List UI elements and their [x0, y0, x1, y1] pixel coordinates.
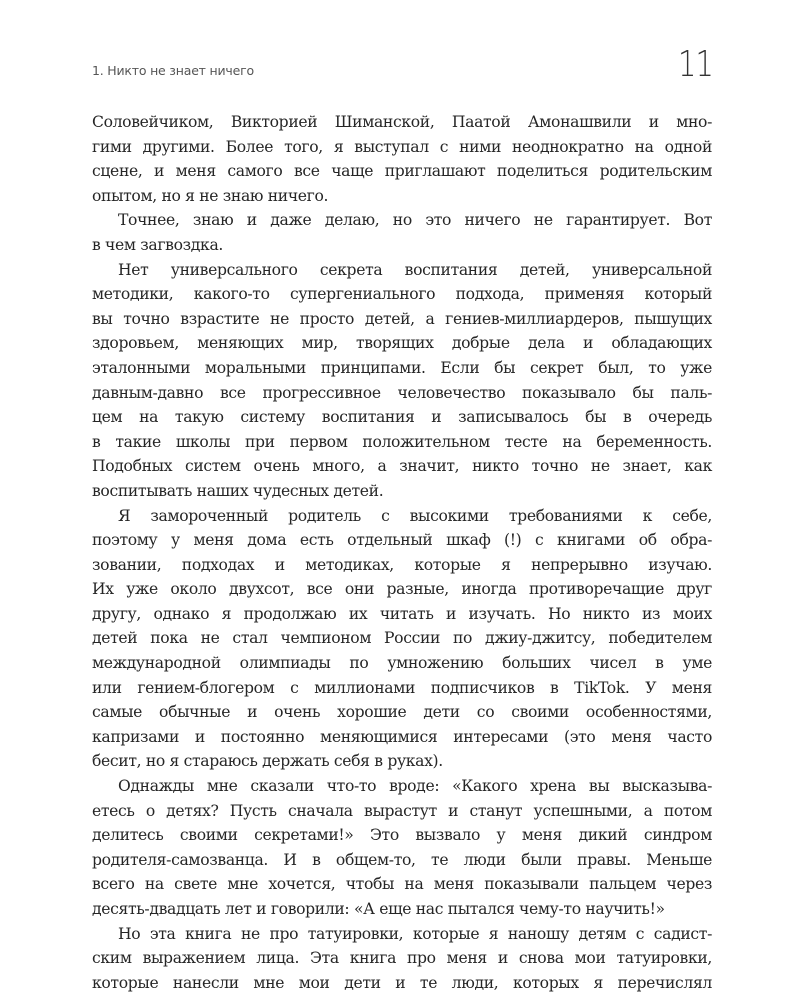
text-line: Подобных систем очень много, а значит, никто точно не знает, как: [92, 457, 712, 476]
text-line: Соловейчиком, Викторией Шиманской, Паатой Амонашвили и мно-: [92, 113, 712, 131]
text-line: бесит, но я стараюсь держать себя в руках).: [92, 752, 443, 771]
text-line: методики, какого-то супергениального подхода, применяя который: [92, 285, 712, 304]
paragraph: [92, 922, 712, 996]
text-line: родителя-самозванца. И в общем-то, те люди были правы. Меньше: [92, 850, 712, 869]
text-line: воспитывать наших чудесных детей.: [92, 481, 384, 500]
text-line: эталонными моральными принципами. Если бы секрет был, то уже: [92, 358, 712, 377]
text-line: поэтому у меня дома есть отдельный шкаф (!) с книгами об обра-: [92, 531, 712, 550]
text-line: международной олимпиады по умножению больших чисел в уме: [92, 654, 712, 673]
text-line: ским выражением лица. Эта книга про меня и снова мои татуировки,: [92, 949, 712, 968]
text-line: всего на свете мне хочется, чтобы на меня показывали пальцем через: [92, 875, 712, 894]
paragraph: [92, 208, 712, 257]
text-line: капризами и постоянно меняющимися интересами (это меня часто: [92, 727, 712, 746]
text-line: Их уже около двухсот, все они разные, иногда противоречащие друг: [92, 580, 712, 599]
text-line: сцене, и меня самого все чаще приглашают поделиться родительским: [92, 162, 712, 181]
text-line: другу, однако я продолжаю их читать и изучать. Но никто из моих: [92, 604, 712, 623]
text-line: в такие школы при первом положительном тесте на беременность.: [92, 432, 712, 451]
text-line: или гением-блогером с миллионами подписчиков в TikTok. У меня: [92, 678, 712, 697]
text-line: Нет универсального секрета воспитания детей, универсальной: [118, 260, 712, 279]
text-line: делитесь своими секретами!» Это вызвало у меня дикий синдром: [92, 826, 712, 845]
text-line: етесь о детях? Пусть сначала вырастут и станут успешными, а потом: [92, 801, 712, 820]
text-line: Точнее, знаю и даже делаю, но это ничего не гарантирует. Вот: [118, 211, 712, 230]
paragraph: [92, 774, 712, 922]
text-line: опытом, но я не знаю ничего.: [92, 186, 329, 205]
running-head-chapter-title: 1. Никто не знает ничего: [92, 63, 254, 78]
text-line: здоровьем, меняющих мир, творящих добрые дела и обладающих: [92, 334, 712, 353]
text-line: детей пока не стал чемпионом России по джиу-джитсу, победителем: [92, 629, 712, 648]
text-line: вы точно взрастите не просто детей, а гениев-миллиардеров, пышущих: [92, 309, 712, 328]
text-line: гими другими. Более того, я выступал с ними неоднократно на одной: [92, 137, 712, 156]
text-line: Я замороченный родитель с высокими требованиями к себе,: [118, 506, 712, 525]
paragraph: [92, 258, 712, 504]
text-line: в чем загвоздка.: [92, 235, 224, 254]
text-line: цем на такую систему воспитания и записывалось бы в очередь: [92, 408, 712, 427]
text-line: давным-давно все прогрессивное человечество показывало бы паль-: [92, 383, 712, 402]
text-line: десять-двадцать лет и говорили: «А еще нас пытался чему-то научить!»: [92, 900, 665, 918]
text-line: Но эта книга не про татуировки, которые я наношу детям с садист-: [118, 924, 712, 943]
paragraph: [92, 110, 712, 208]
text-line: которые нанесли мне мои дети и те люди, которых я перечислял: [92, 973, 712, 992]
paragraph: [92, 504, 712, 775]
text-line: зовании, подходах и методиках, которые я непрерывно изучаю.: [92, 555, 712, 574]
page-number: 11: [678, 44, 714, 85]
text-line: Однажды мне сказали что-то вроде: «Какого хрена вы высказыва-: [118, 777, 712, 796]
body-text: [92, 110, 712, 995]
text-line: самые обычные и очень хорошие дети со своими особенностями,: [92, 703, 712, 722]
